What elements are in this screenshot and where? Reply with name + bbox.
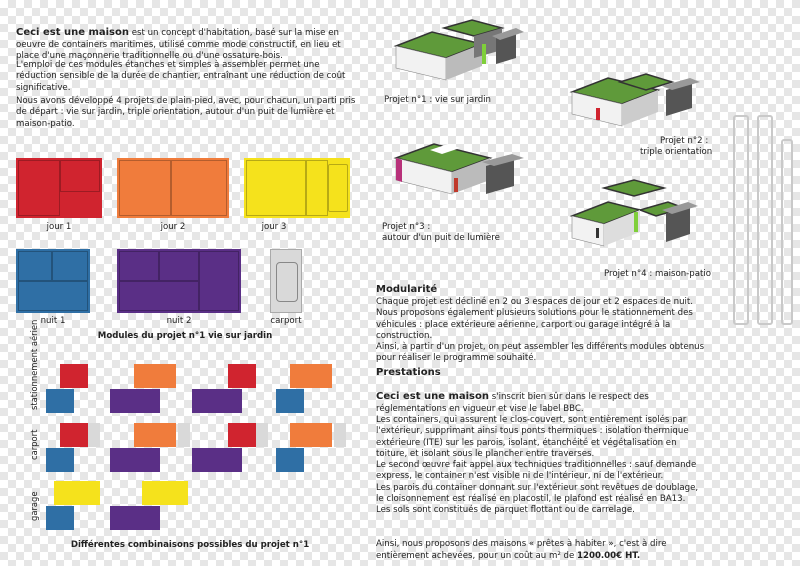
combo-block <box>256 423 268 447</box>
caption-projet-2b: triple orientation <box>640 147 713 157</box>
combo-block <box>276 389 304 413</box>
house-projet-1 <box>392 10 528 90</box>
intro-lead: Ceci est une maison <box>16 27 129 39</box>
combo-block <box>60 423 88 447</box>
label-jour-2: jour 2 <box>160 222 186 232</box>
side-decoration <box>726 110 796 330</box>
plan-jour-3 <box>244 158 350 218</box>
plan-carport <box>270 249 302 313</box>
row-label-garage: garage <box>29 491 39 521</box>
combo-block <box>178 423 190 447</box>
combo-block <box>142 481 188 505</box>
caption-projet-3a: Projet n°3 : <box>382 222 431 232</box>
caption-projet-2a: Projet n°2 : <box>660 136 709 146</box>
combo-block <box>110 506 160 530</box>
plan-jour-2 <box>117 158 229 218</box>
combo-block <box>110 389 160 413</box>
combo-block <box>276 448 304 472</box>
prestations-intro <box>376 380 706 415</box>
combo-block <box>46 506 74 530</box>
prestations-lead: Ceci est une maison <box>376 391 489 403</box>
combo-block <box>134 423 176 447</box>
intro-p1-text: est un concept d'habitation, basé sur la mise en oeuvre de containers maritimes, utilisé comme mode constructif, en lieu et place d'une maçonnerie traditionnelle ou d'une ossature-bois. <box>16 28 341 61</box>
row-label-carport: carport <box>29 429 39 460</box>
plan-jour-1 <box>16 158 102 218</box>
prestations-title: Prestations <box>376 367 441 378</box>
modularite-title: Modularité <box>376 284 438 295</box>
combos-caption: Différentes combinaisons possibles du projet n°1 <box>70 540 310 550</box>
combo-block <box>88 423 100 447</box>
modules-caption: Modules du projet n°1 vie sur jardin <box>97 331 273 341</box>
intro-paragraph-1 <box>16 16 356 62</box>
combo-block <box>334 423 346 447</box>
combo-block <box>228 423 256 447</box>
label-jour-3: jour 3 <box>261 222 287 232</box>
modularite-text: Chaque projet est décliné en 2 ou 3 espaces de jour et 2 espaces de nuit. Nous proposons également plusieurs solutions pour le stationnement des véhicules : place extérieure aérienne, carport ou garage intégré à la construction. Ainsi, à partir d'un projet, on peut assembler les différents modules obtenus pour réaliser le programme souhaité. <box>376 297 705 364</box>
prestations-conclusion <box>376 528 706 562</box>
house-projet-4 <box>568 176 704 260</box>
prestations-price: 1200.00€ HT. <box>577 550 641 561</box>
prestations-conclusion-text: Ainsi, nous proposons des maisons « prêtes à habiter », c'est à dire entièrement achevées, pour un coût au m² de <box>376 539 667 561</box>
label-carport: carport <box>270 316 302 326</box>
label-nuit-1: nuit 1 <box>40 316 66 326</box>
combo-block <box>192 389 242 413</box>
combo-block <box>228 364 256 388</box>
house-projet-3 <box>390 128 532 210</box>
intro-paragraph-2: L'emploi de ces modules étanches et simples à assembler permet une réduction sensible de la durée de chantier, entraînant une réduction de coût significative. <box>16 60 346 93</box>
label-jour-1: jour 1 <box>46 222 72 232</box>
house-projet-2 <box>568 64 708 136</box>
combo-block <box>54 481 100 505</box>
combo-block <box>110 448 160 472</box>
row-label-stationnement: stationnement aérien <box>29 319 39 410</box>
caption-projet-4: Projet n°4 : maison-patio <box>604 269 712 279</box>
intro-paragraph-3: Nous avons développé 4 projets de plain-pied, avec, pour chacun, un parti pris de départ : vie sur jardin, triple orientation, autour d'un puit de lumière et maison-patio. <box>16 96 356 129</box>
combo-block <box>290 423 332 447</box>
combo-block <box>290 364 332 388</box>
combo-block <box>46 448 74 472</box>
combo-block <box>60 364 88 388</box>
plan-nuit-2 <box>117 249 241 313</box>
caption-projet-3b: autour d'un puit de lumière <box>382 233 500 243</box>
caption-projet-1: Projet n°1 : vie sur jardin <box>384 95 491 105</box>
combo-block <box>192 448 242 472</box>
prestations-lead-text: s'inscrit bien sûr dans le respect des réglementations en vigueur et vise le label BBC. <box>376 392 649 414</box>
label-nuit-2: nuit 2 <box>166 316 192 326</box>
combo-block <box>46 389 74 413</box>
plan-nuit-1 <box>16 249 90 313</box>
prestations-text: Les containers, qui assurent le clos-couvert, sont entièrement isolés par l'extérieur, supprimant ainsi tous ponts thermiques : isolation thermique extérieure (ITE) sur les parois, isolant, étanchéité et végétalisation en toiture, et isolant sous le plancher entre traverses. Le second œuvre fait appel aux techniques traditionnelles : sauf demande express, le container n'est visible ni de l'intérieur, ni de l'extérieur. Les parois du container donnant sur l'extérieur sont revêtues de doublage, le cloisonnement est réalisé en placostil, le plafond est réalisé en BA13. Les sols sont constitués de parquet flottant ou de carrelage. <box>376 415 699 516</box>
combo-block <box>134 364 176 388</box>
